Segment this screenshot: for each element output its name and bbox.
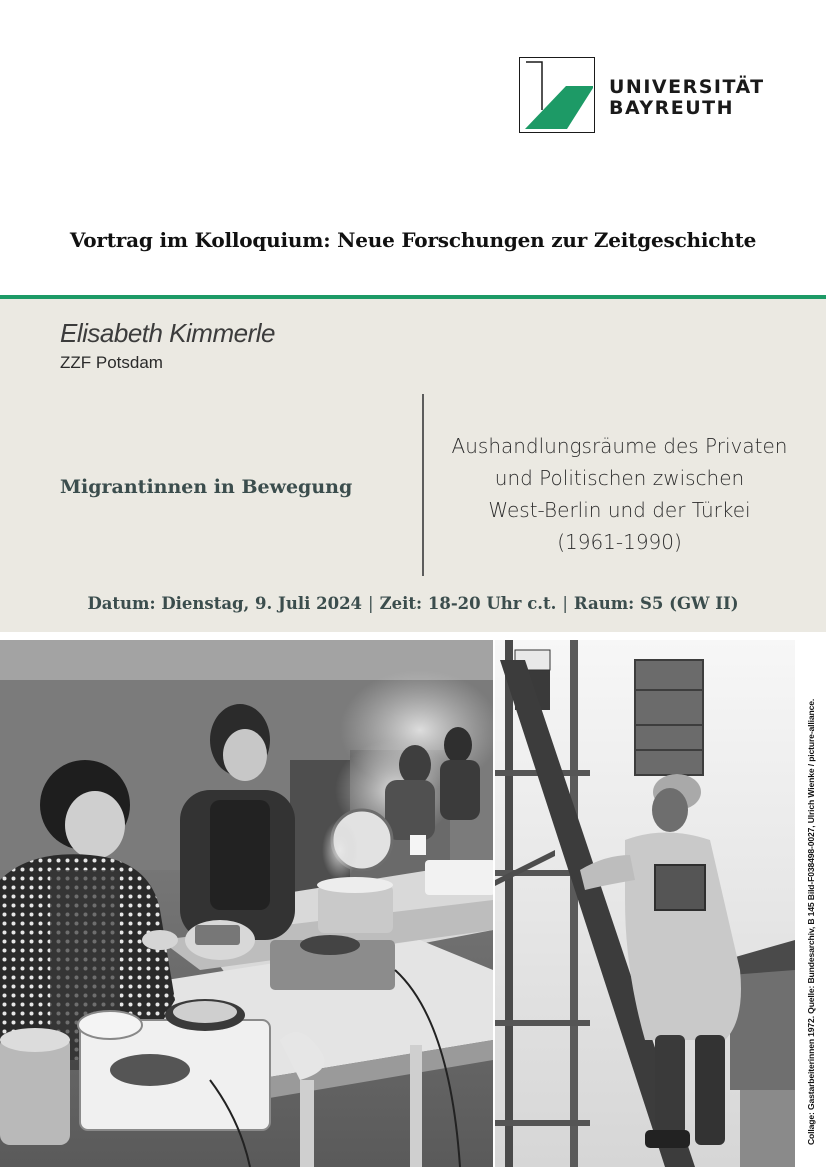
university-logo bbox=[519, 57, 789, 137]
logo-line-1: UNIVERSITÄT bbox=[609, 76, 765, 98]
logo-mark-icon bbox=[519, 57, 595, 133]
subtitle-line-2: und Politischen zwischen bbox=[494, 466, 745, 490]
colloquium-title: Vortrag im Kolloquium: Neue Forschungen zur Zeitgeschichte bbox=[69, 228, 757, 252]
photo-credit: Collage: Gastarbeiterinnen 1972. Quelle: Bundesarchiv, B 145 Bild-F038498-0027, Ulrich Wienke / picture-alliance. bbox=[806, 698, 816, 1145]
subtitle-line-4: (1961-1990) bbox=[557, 530, 682, 554]
details-separator: | bbox=[368, 594, 374, 613]
event-date: Datum: Dienstag, 9. Juli 2024 bbox=[87, 594, 363, 613]
photo-construction-worker bbox=[495, 640, 795, 1167]
logo-line-2: BAYREUTH bbox=[609, 97, 735, 119]
speaker-name: Elisabeth Kimmerle bbox=[60, 318, 275, 348]
speaker-institution: ZZF Potsdam bbox=[60, 353, 163, 372]
photo-kitchen bbox=[0, 640, 493, 1167]
subtitle-line-3: West-Berlin und der Türkei bbox=[488, 498, 751, 522]
talk-title: Migrantinnen in Bewegung bbox=[60, 476, 353, 498]
subtitle-line-1: Aushandlungsräume des Privaten bbox=[451, 434, 788, 458]
details-separator: | bbox=[562, 594, 568, 613]
logo-mark-graphic bbox=[520, 58, 595, 133]
vertical-divider bbox=[422, 394, 424, 576]
event-time: Zeit: 18-20 Uhr c.t. bbox=[379, 594, 557, 613]
event-room: Raum: S5 (GW II) bbox=[573, 594, 739, 613]
talk-subtitle bbox=[432, 430, 807, 558]
event-details bbox=[0, 594, 826, 613]
logo-wordmark bbox=[609, 77, 765, 119]
